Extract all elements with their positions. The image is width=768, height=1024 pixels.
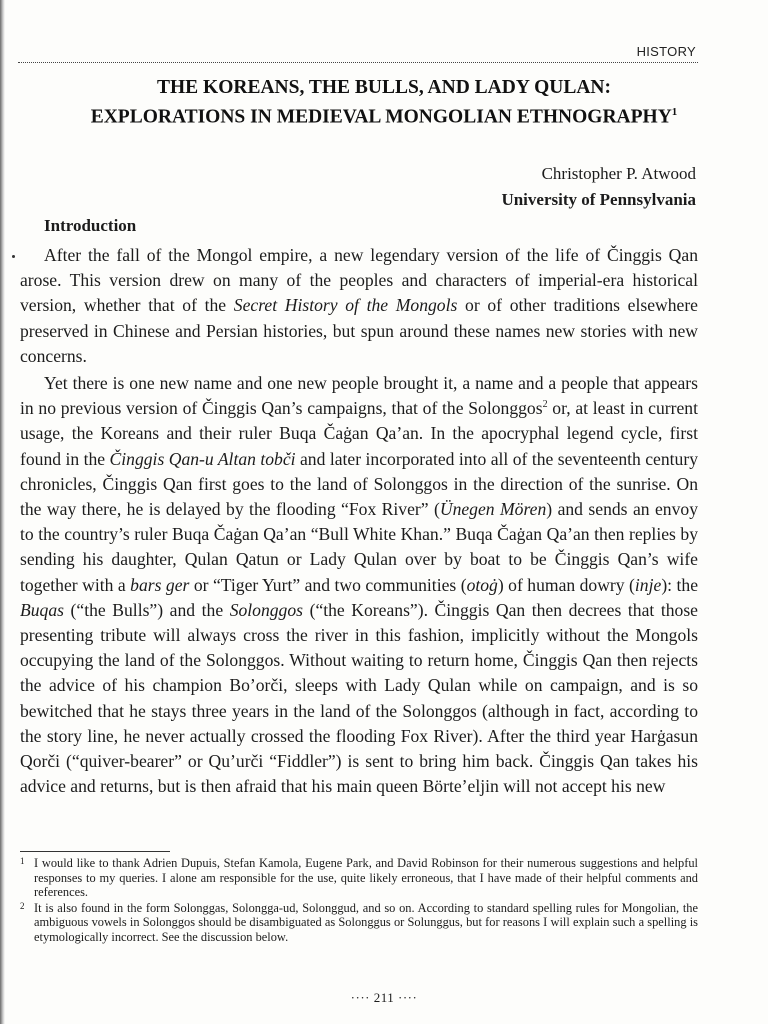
italic-run: Solonggos bbox=[229, 599, 304, 620]
author-name: Christopher P. Atwood bbox=[541, 164, 696, 183]
section-heading: Introduction bbox=[44, 216, 137, 235]
italic-run: bars ger bbox=[130, 574, 190, 595]
article-title bbox=[0, 76, 768, 130]
footnote bbox=[20, 856, 698, 900]
footnote-text: It is also found in the form Solonggas, Solongga-ud, Solonggud, and so on. According to standard spelling rules for Mongolian, the ambiguous vowels in Solonggos should be disambiguated as Solonggus or Solunggus, but for reasons I will explain such a spelling is etymologically incorrect. See the discussion below. bbox=[34, 900, 698, 944]
italic-run: inje bbox=[634, 574, 662, 595]
title-line-1: THE KOREANS, THE BULLS, AND LADY QULAN: bbox=[156, 77, 611, 98]
article-body bbox=[20, 243, 698, 801]
text-run: ) and sends an envoy to the country’s ruler Buqa Čaġan Qa’an “Bull White Khan.” Buqa Čaġan Qa’an then replies by sending his daughter, Qulan Qatun or Lady Qulan over by boat to be Činggis Qan’s wife together with a bbox=[20, 499, 698, 595]
footnote-ref: 2 bbox=[542, 399, 548, 411]
page-binding-edge bbox=[0, 0, 5, 1024]
footnotes bbox=[20, 856, 698, 946]
text-run: (“the Koreans”). Činggis Qan then decrees that those presenting tribute will always cross the river in this fashion, implicitly without the Mongols occupying the land of the Solonggos. Without waiting to return home, Činggis Qan then rejects the advice of his champion Bo’orči, sleeps with Lady Qulan while on campaign, and is so bewitched that he stays three years in the land of the Solonggos (although in fact, according to the story line, he never actually crossed the flooding Fox River). After the third year Harġasun Qorči (“quiver-bearer” or Qu’urči “Fiddler”) is sent to bring him back. Činggis Qan takes his advice and returns, but is then afraid that his main queen Börte’eljin will not accept his new bbox=[20, 599, 698, 797]
text-run: and later incorporated into all of the seventeenth century chronicles, Činggis Qan first goes to the land of Solonggos in the direction of the sunrise. On the way there, he is delayed by the flooding “Fox River” ( bbox=[20, 448, 698, 520]
text-run: Yet there is one new name and one new people brought it, a name and a people that appears in no previous version of Činggis Qan’s campaigns, that of the Solonggos bbox=[20, 373, 698, 419]
italic-run: Buqas bbox=[20, 599, 64, 620]
text-run: or of other traditions elsewhere preserved in Chinese and Persian histories, but spun around these names new stories with new concerns. bbox=[20, 295, 698, 366]
italic-run: Ünegen Mören bbox=[439, 499, 547, 520]
text-run: ): the bbox=[661, 574, 699, 595]
italic-run: Činggis Qan-u Altan tobči bbox=[109, 448, 296, 469]
header-dotted-rule bbox=[18, 62, 698, 63]
author-affiliation: University of Pennsylvania bbox=[501, 190, 696, 209]
body-paragraph bbox=[20, 371, 698, 799]
page-number: ···· 211 ···· bbox=[350, 990, 418, 1005]
italic-run: otoġ bbox=[466, 574, 498, 595]
text-run: or, at least in current usage, the Koreans and their ruler Buqa Čaġan Qa’an. In the apocryphal legend cycle, first found in the bbox=[20, 398, 698, 469]
footnote bbox=[20, 901, 698, 945]
text-run: (“the Bulls”) and the bbox=[63, 599, 230, 620]
running-header-section: HISTORY bbox=[636, 44, 696, 59]
italic-run: Secret History of the Mongols bbox=[233, 295, 458, 316]
footnote-rule bbox=[20, 851, 170, 852]
footnote-number: 2 bbox=[20, 900, 25, 911]
author-block bbox=[501, 161, 696, 213]
title-line-2-text: EXPLORATIONS IN MEDIEVAL MONGOLIAN ETHNOGRAPHY bbox=[90, 106, 672, 128]
body-paragraph bbox=[20, 243, 698, 369]
text-run: or “Tiger Yurt” and two communities ( bbox=[189, 574, 467, 595]
text-run: ) of human dowry ( bbox=[497, 574, 635, 595]
title-line-2 bbox=[0, 100, 768, 130]
text-run: After the fall of the Mongol empire, a new legendary version of the life of Činggis Qan arose. This version drew on many of the peoples and characters of imperial-era historical version, whether that of the bbox=[20, 245, 698, 316]
title-footnote-ref: 1 bbox=[671, 106, 678, 118]
footnote-text: I would like to thank Adrien Dupuis, Stefan Kamola, Eugene Park, and David Robinson for their numerous suggestions and helpful responses to my queries. I alone am responsible for the use, quite likely erroneous, that I have made of their helpful comments and references. bbox=[34, 856, 698, 900]
margin-mark bbox=[12, 255, 15, 258]
footnote-number: 1 bbox=[20, 856, 25, 866]
